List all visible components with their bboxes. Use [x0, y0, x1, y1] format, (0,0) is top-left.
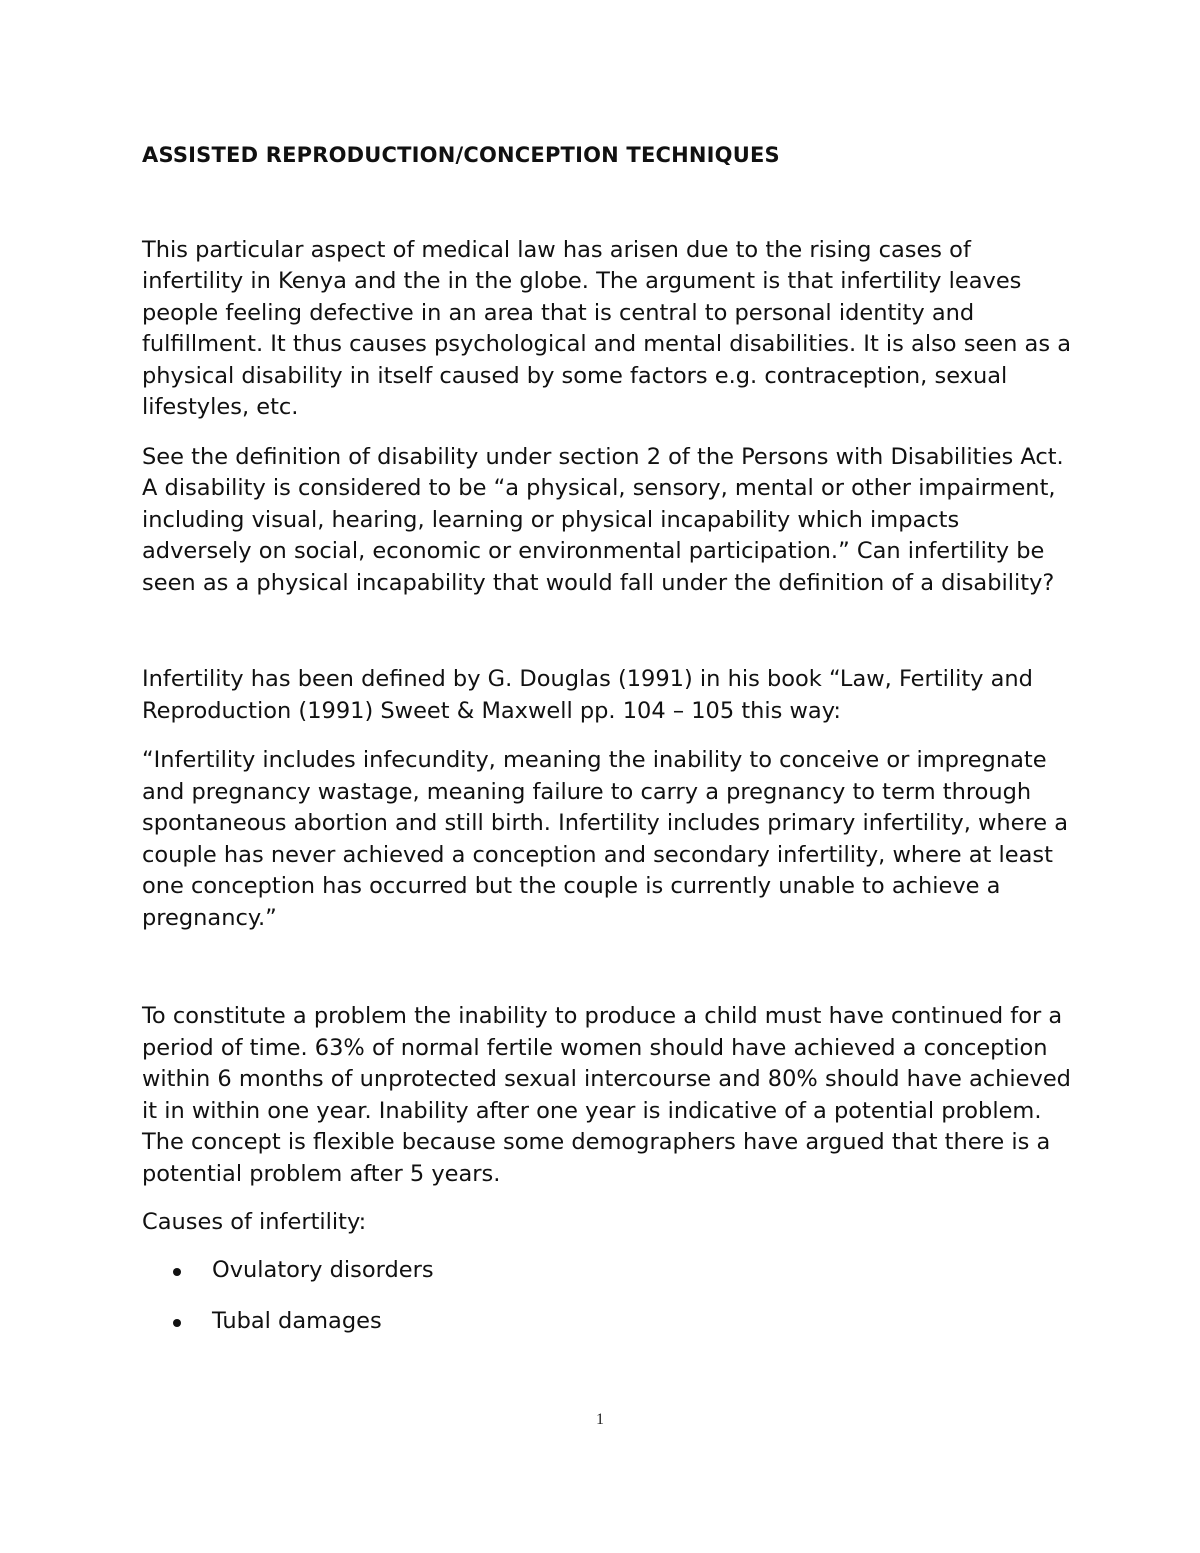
- spacer: [142, 599, 1072, 664]
- page-content: [142, 140, 1072, 1338]
- list-item-text: Ovulatory disorders: [212, 1256, 434, 1283]
- causes-list: [142, 1255, 1072, 1338]
- paragraph-infertility-quote: “Infertility includes infecundity, meaning the inability to conceive or impregnate and pregnancy wastage, meaning failure to carry a pregnancy to term through spontaneous abortion and still birth. Infertility includes primary infertility, where a couple has never achieved a conception and secondary infertility, where at least one conception has occurred but the couple is currently unable to achieve a pregnancy.”: [142, 747, 1069, 931]
- list-item: [142, 1255, 1072, 1287]
- list-item: [142, 1306, 1072, 1338]
- paragraph-causes-heading: Causes of infertility:: [142, 1209, 367, 1235]
- spacer: [142, 1190, 1072, 1207]
- spacer: [142, 727, 1072, 745]
- spacer: [142, 172, 1072, 235]
- spacer: [142, 424, 1072, 442]
- bullet-icon: [173, 1319, 181, 1327]
- bullet-icon: [173, 1268, 181, 1276]
- paragraph-intro: This particular aspect of medical law has arisen due to the rising cases of infertility in Kenya and the in the globe. The argument is that infertility leaves people feeling defective in an area that is central to personal identity and fulfillment. It thus causes psychological and mental disabilities. It is also seen as a physical disability in itself caused by some factors e.g. contraception, sexual lifestyles, etc.: [142, 236, 1071, 420]
- paragraph-disability-definition: See the definition of disability under section 2 of the Persons with Disabilities Act. A disability is considered to be “a physical, sensory, mental or other impairment, including visual, hearing, learning or physical incapability which impacts adversely on social, economic or environmental participation.” Can infertility be seen as a physical incapability that would fall under the definition of a disability?: [142, 443, 1064, 596]
- document-title: ASSISTED REPRODUCTION/CONCEPTION TECHNIQUES: [142, 143, 780, 167]
- paragraph-douglas-citation: Infertility has been defined by G. Douglas (1991) in his book “Law, Fertility and Reproduction (1991) Sweet & Maxwell pp. 104 – 105 this way:: [142, 666, 1033, 724]
- paragraph-time-period: To constitute a problem the inability to produce a child must have continued for a period of time. 63% of normal fertile women should have achieved a conception within 6 months of unprotected sexual intercourse and 80% should have achieved it in within one year. Inability after one year is indicative of a potential problem. The concept is flexible because some demographers have argued that there is a potential problem after 5 years.: [142, 1003, 1071, 1187]
- list-item-text: Tubal damages: [212, 1308, 382, 1334]
- spacer: [142, 1239, 1072, 1255]
- spacer: [142, 934, 1072, 1001]
- page-number: 1: [596, 1411, 604, 1428]
